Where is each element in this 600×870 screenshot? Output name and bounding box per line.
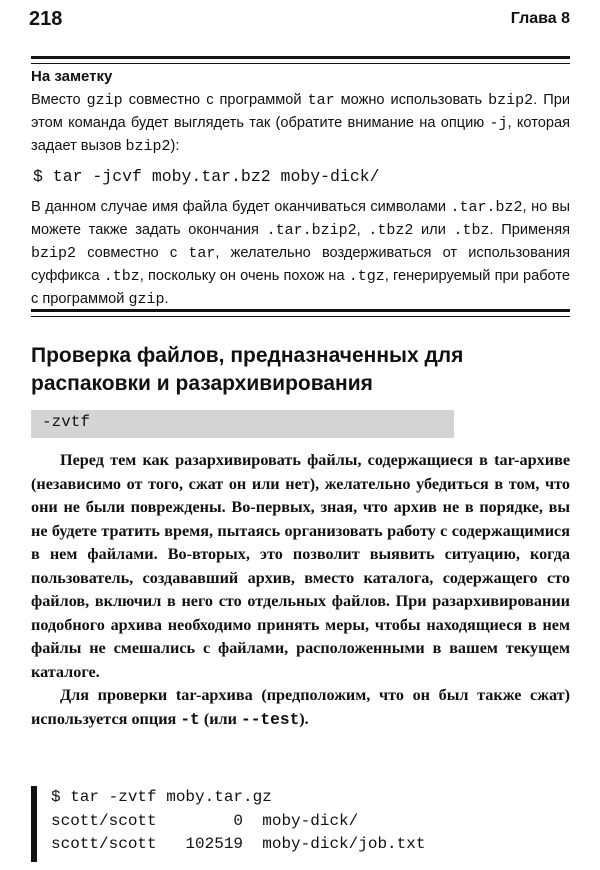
note-box (31, 66, 570, 311)
section-heading-line-2: распаковки и разархивирования (31, 372, 373, 395)
note-top-rule (31, 56, 570, 64)
note-bottom-rule (31, 309, 570, 317)
section-heading-line-1: Проверка файлов, предназначенных для (31, 344, 464, 367)
body-paragraph-2: Для проверки tar-архива (предположим, что он был также сжат) используется опция -t (или --test). (31, 686, 570, 729)
syntax-text: -zvtf (42, 413, 91, 431)
code-block (31, 786, 570, 862)
note-paragraph-2: В данном случае имя файла будет оканчиваться символами .tar.bz2, но вы можете также задать окончания .tar.bzip2, .tbz2 или .tbz. Применяя bzip2 совместно с tar, желательно воздерживаться от использования суффикса .tbz, поскольку он очень похож на .tgz, генерируемый при работе с программой gzip. (31, 199, 571, 308)
note-paragraph-1: Вместо gzip совместно с программой tar можно использовать bzip2. При этом команда будет выглядеть так (обратите внимание на опцию -j, которая задает вызов bzip2): (31, 92, 570, 155)
note-title: На заметку (31, 68, 113, 85)
code-line: $ tar -zvtf moby.tar.gz (51, 788, 272, 806)
syntax-box (31, 410, 454, 438)
section-heading (31, 342, 570, 398)
chapter-title: Глава 8 (510, 10, 570, 27)
body-paragraph-1: Перед тем как разархивировать файлы, содержащиеся в tar-архиве (независимо от того, сжат он или нет), желательно убедиться в том, что они не были повреждены. Во-первых, зная, что архив не в порядке, вы не будете тратить время, пытаясь организовать работу с содержащимися в нем файлами. Во-вторых, это позволит выявить ситуацию, когда пользователь, создававший архив, вместо каталога, содержащего сто файлов, включил в него сто отдельных файлов. При разархивировании подобного архива необходимо принять меры, чтобы находящиеся в нем файлы не смешались с файлами, расположенными в вашем текущем каталоге. (31, 451, 570, 681)
body-text (31, 449, 570, 732)
code-line: scott/scott 102519 moby-dick/job.txt (51, 835, 426, 853)
page-number: 218 (29, 8, 63, 30)
code-line: scott/scott 0 moby-dick/ (51, 811, 359, 830)
page-header (29, 8, 570, 38)
note-command: $ tar -jcvf moby.tar.bz2 moby-dick/ (33, 167, 380, 186)
